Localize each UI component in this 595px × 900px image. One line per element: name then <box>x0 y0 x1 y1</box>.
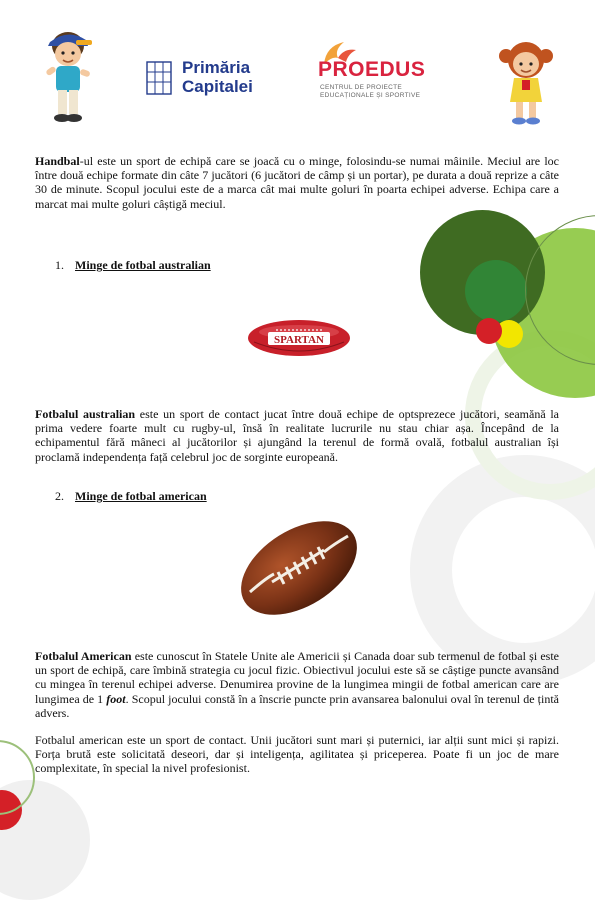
proedus-sub1: CENTRUL DE PROIECTE <box>320 84 403 91</box>
intro-lead: Handbal <box>35 154 80 168</box>
section1-heading <box>55 258 211 273</box>
primaria-line2: Capitalei <box>182 77 253 96</box>
section2-paragraph <box>35 649 559 720</box>
section1-para-lead: Fotbalul australian <box>35 407 136 421</box>
primaria-logo <box>145 58 270 98</box>
section1-paragraph <box>35 407 559 464</box>
section2-title: Minge de fotbal american <box>75 489 207 503</box>
section2-para-em: foot <box>106 691 126 706</box>
section2-heading <box>55 489 207 504</box>
section1-number: 1. <box>55 258 64 272</box>
primaria-line1: Primăria <box>182 58 251 77</box>
ball-brand-label: SPARTAN <box>274 334 324 346</box>
boy-mascot-illustration <box>40 26 96 128</box>
decor-circle-mid-green <box>465 260 527 322</box>
primaria-emblem-icon <box>145 60 173 96</box>
proedus-logo <box>318 40 448 100</box>
section1-title: Minge de fotbal australian <box>75 258 211 272</box>
proedus-sub2: EDUCAȚIONALE ȘI SPORTIVE <box>320 92 421 99</box>
section2-para-text-b: . Scopul jocului constă în a înscrie puncte prin avansarea balonului oval în terenul de țintă advers. <box>35 691 559 720</box>
proedus-name: PROEDUS <box>318 58 426 81</box>
decor-circle-red <box>476 318 502 344</box>
section2-para-text-a: este cunoscut în Statele Unite ale Americii și Canada doar sub termenul de fotbal și este un sport de echipă, care îmbină strategia cu jocul fizic. Obiectivul jocului este să se câștige puncte avansând cu mingea în terenul echipei adverse. Denumirea provine de la lungimea mingii de fotbal american care are lungimea de 1 <box>35 649 559 706</box>
section1-para-text: este un sport de contact jucat între două echipe de optsprezece jucători, seamănă la prima vedere foarte mult cu rugby-ul, însă în realitate lucrurile nu stau chiar așa. Începând de la echipamentul fără mâneci al jucătorilor și ajungând la terenul de formă ovală, fotbalul australian își proclamă independența față celebrul joc de sorginte europeană. <box>35 407 560 464</box>
intro-paragraph <box>35 154 559 211</box>
section2-paragraph-2: Fotbalul american este un sport de contact. Unii jucători sunt mari și puternici, iar alții sunt mici și rapizi. Forța brută este solicitată deseori, dar și inteligența, agilitatea și priceperea. Poate fi un joc de mare complexitate, în special la nivel profesionist. <box>35 733 559 776</box>
american-football-image <box>236 512 362 624</box>
intro-text: -ul este un sport de echipă care se joacă cu o minge, folosindu-se numai mâinile. Meciul are loc între două echipe formate din câte 7 jucători (6 jucători de câmp și un portar), pe durata a două reprize a câte 30 de minute. Scopul jocului este de a marca cât mai multe goluri în poarta echipei adverse. Echipa care a marcat mai multe goluri câștigă meciul. <box>35 154 559 211</box>
section2-para-lead: Fotbalul American <box>35 649 132 663</box>
australian-football-image <box>246 318 352 358</box>
section2-number: 2. <box>55 489 64 503</box>
girl-mascot-illustration <box>496 38 556 128</box>
